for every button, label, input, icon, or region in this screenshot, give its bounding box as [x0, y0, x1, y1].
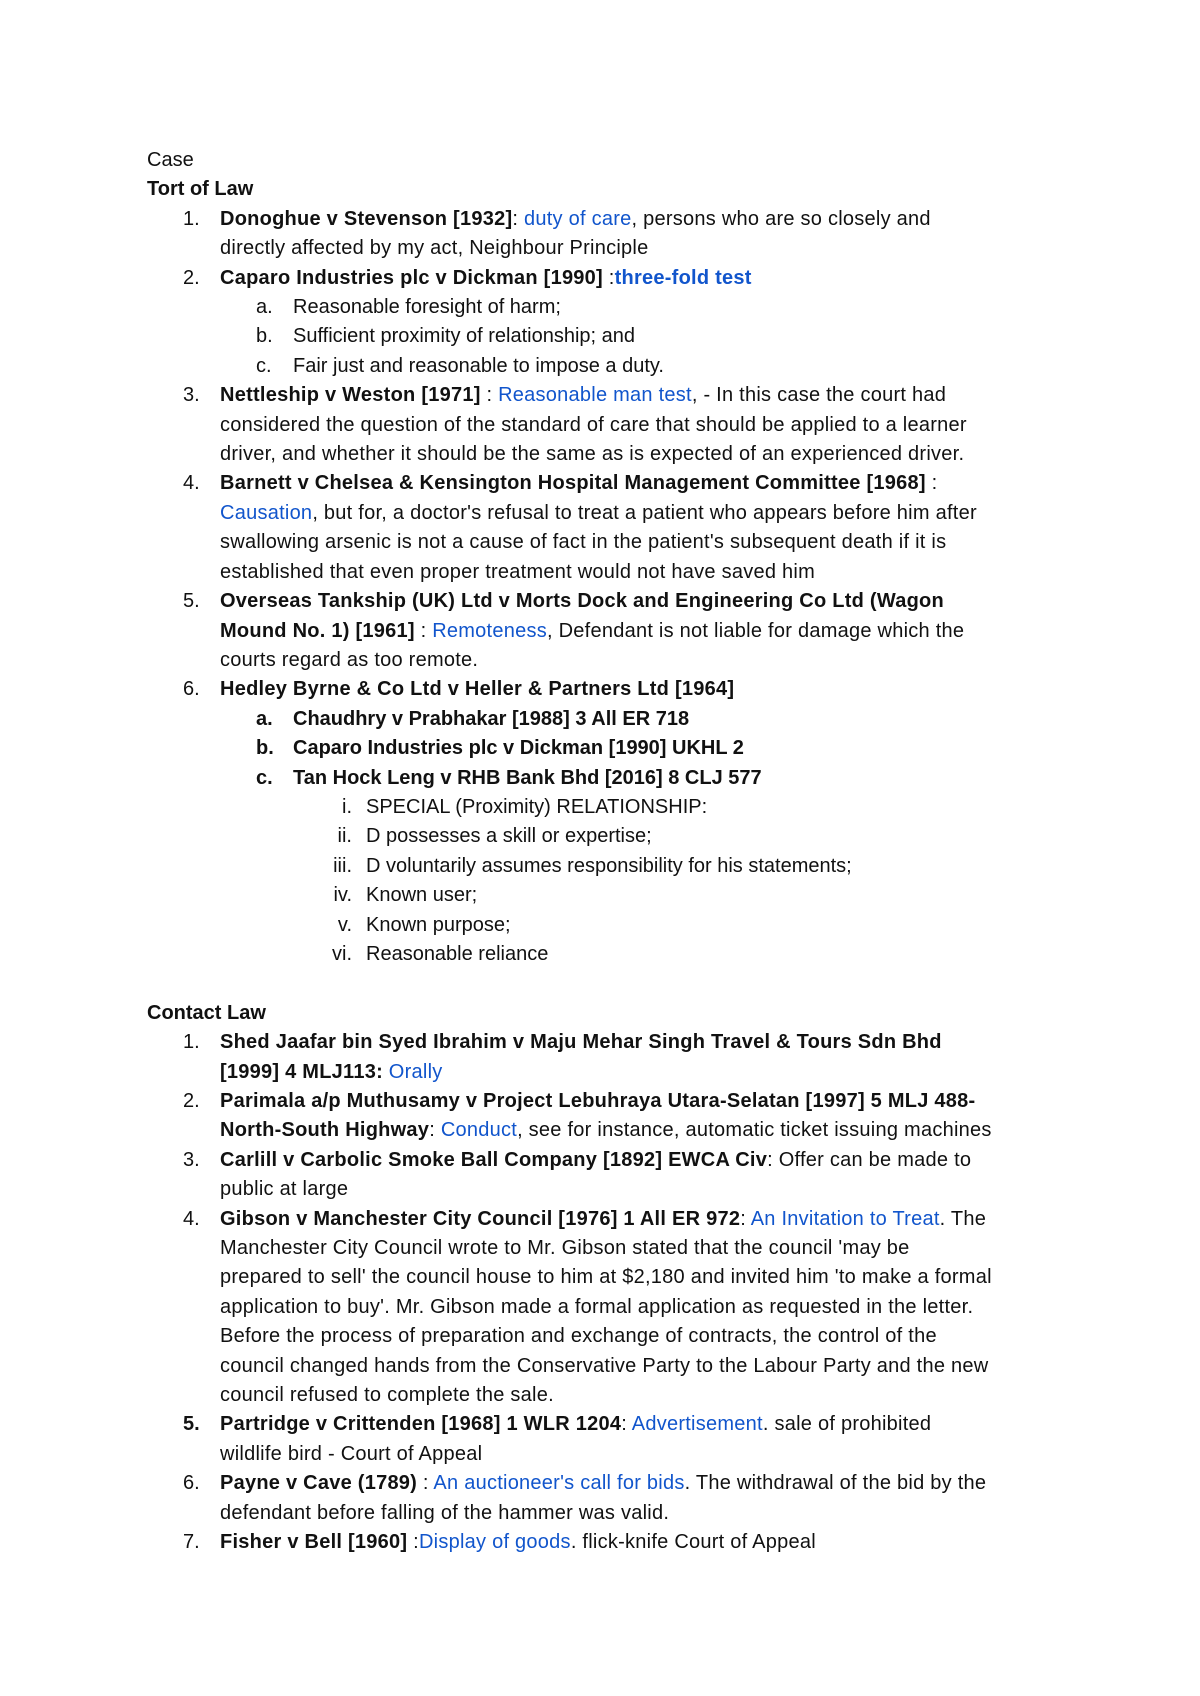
- roman-list-text: Reasonable reliance: [366, 942, 549, 965]
- sub-list-text: Reasonable foresight of harm;: [293, 296, 561, 319]
- sub-list-text: Fair just and reasonable to impose a duty.: [293, 354, 664, 377]
- roman-list-text: Known purpose;: [366, 913, 511, 936]
- sub-list-marker: c.: [256, 766, 273, 789]
- roman-list-text: Known user;: [366, 884, 478, 907]
- roman-list-item: [147, 822, 1067, 851]
- list-number: 4.: [183, 1207, 200, 1230]
- document-header: Case: [147, 149, 194, 171]
- list-item: [147, 205, 1067, 264]
- text-run: . sale of prohibited: [762, 1413, 932, 1436]
- text-run: council changed hands from the Conservative Party to the Labour Party and the new: [220, 1354, 989, 1377]
- text-run: , - In this case the court had: [691, 384, 947, 407]
- sub-list-item: [147, 705, 1067, 734]
- text-run: Hedley Byrne & Co Ltd v Heller & Partners Ltd [1964]: [220, 678, 735, 701]
- text-run: Before the process of preparation and exchange of contracts, the control of the: [220, 1325, 937, 1348]
- text-line: [220, 1352, 1067, 1381]
- sub-list-marker: b.: [256, 737, 274, 760]
- text-run: defendant before falling of the hammer was valid.: [220, 1501, 670, 1524]
- highlight-term: Causation: [220, 501, 313, 524]
- text-line: [220, 1410, 1067, 1439]
- text-line: [220, 440, 1067, 469]
- text-run: considered the question of the standard of care that should be applied to a learner: [220, 413, 967, 436]
- text-run: directly affected by my act, Neighbour Principle: [220, 237, 649, 260]
- text-line: [220, 381, 1067, 410]
- highlight-term: duty of care: [524, 207, 632, 230]
- list-number: 2.: [183, 266, 200, 289]
- list-number: 6.: [183, 678, 200, 701]
- list-item: [147, 1469, 1067, 1528]
- highlight-term: An auctioneer's call for bids: [433, 1472, 685, 1495]
- text-line: [220, 646, 1067, 675]
- list-number: 5.: [183, 590, 200, 613]
- text-run: :: [512, 207, 524, 230]
- text-run: wildlife bird - Court of Appeal: [220, 1442, 483, 1465]
- roman-list-marker: ii.: [337, 825, 352, 848]
- text-run: :: [925, 472, 938, 495]
- text-line: [220, 264, 1067, 293]
- text-line: [220, 1205, 1067, 1234]
- text-line: [220, 1322, 1067, 1351]
- roman-list-text: D voluntarily assumes responsibility for his statements;: [366, 854, 852, 877]
- list-item: [147, 1410, 1067, 1469]
- text-line: [220, 1116, 1067, 1145]
- text-run: : Offer can be made to: [767, 1148, 972, 1171]
- document-content: [147, 175, 1067, 1557]
- roman-list-item: [147, 852, 1067, 881]
- text-line: [220, 234, 1067, 263]
- roman-list-marker: iii.: [333, 854, 352, 877]
- text-line: [220, 1028, 1067, 1057]
- text-line: [220, 1175, 1067, 1204]
- text-run: North-South Highway: [220, 1119, 430, 1142]
- text-run: Shed Jaafar bin Syed Ibrahim v Maju Mehar Singh Travel & Tours Sdn Bhd: [220, 1031, 942, 1054]
- document-page: [147, 146, 1067, 1557]
- text-line: [220, 1469, 1067, 1498]
- list-item: [147, 1146, 1067, 1205]
- text-line: [220, 1381, 1067, 1410]
- text-run: council refused to complete the sale.: [220, 1384, 554, 1407]
- sub-list-item: [147, 322, 1067, 351]
- sub-list-text: Tan Hock Leng v RHB Bank Bhd [2016] 8 CLJ 577: [293, 766, 762, 789]
- list-item: [147, 1528, 1067, 1557]
- text-run: Fisher v Bell [1960]: [220, 1531, 408, 1554]
- roman-list-item: [147, 793, 1067, 822]
- highlight-term: Display of goods: [418, 1531, 571, 1554]
- list-number: 1.: [183, 1031, 200, 1054]
- text-run: :: [740, 1207, 751, 1230]
- text-run: swallowing arsenic is not a cause of fact in the patient's subsequent death if it is: [220, 531, 947, 554]
- text-line: [220, 1087, 1067, 1116]
- roman-list-text: D possesses a skill or expertise;: [366, 825, 652, 848]
- list-item: [147, 1028, 1067, 1087]
- text-run: Overseas Tankship (UK) Ltd v Morts Dock and Engineering Co Ltd (Wagon: [220, 590, 944, 613]
- text-line: [220, 1146, 1067, 1175]
- highlight-term: Orally: [388, 1060, 443, 1083]
- text-line: [220, 205, 1067, 234]
- sub-list-text: Sufficient proximity of relationship; and: [293, 325, 636, 348]
- text-run: :: [414, 619, 433, 642]
- roman-list-text: SPECIAL (Proximity) RELATIONSHIP:: [366, 795, 708, 818]
- text-run: prepared to sell' the council house to him at $2,180 and invited him 'to make a formal: [220, 1266, 992, 1289]
- text-run: , but for, a doctor's refusal to treat a patient who appears before him after: [312, 501, 977, 524]
- text-run: established that even proper treatment would not have saved him: [220, 560, 815, 583]
- text-run: Mound No. 1) [1961]: [220, 619, 415, 642]
- text-run: . flick-knife Court of Appeal: [570, 1531, 816, 1554]
- text-run: , see for instance, automatic ticket issuing machines: [517, 1119, 992, 1142]
- list-number: 6.: [183, 1472, 200, 1495]
- text-run: public at large: [220, 1178, 349, 1201]
- text-line: [220, 1528, 1067, 1557]
- list-number: 4.: [183, 472, 200, 495]
- text-line: [220, 1234, 1067, 1263]
- list-item: [147, 264, 1067, 293]
- text-run: driver, and whether it should be the same as is expected of an experienced driver.: [220, 443, 965, 466]
- list-item: [147, 587, 1067, 675]
- section-title: Contact Law: [147, 1001, 266, 1024]
- text-run: , persons who are so closely and: [631, 207, 931, 230]
- text-run: [1999] 4 MLJ113:: [220, 1060, 383, 1083]
- text-run: :: [417, 1472, 434, 1495]
- text-run: courts regard as too remote.: [220, 648, 479, 671]
- roman-list-marker: v.: [337, 913, 352, 936]
- text-line: [220, 1293, 1067, 1322]
- list-number: 1.: [183, 207, 200, 230]
- sub-list-marker: c.: [256, 354, 272, 377]
- text-line: [220, 675, 1067, 704]
- text-run: :: [407, 1531, 419, 1554]
- section-gap: [147, 969, 1067, 998]
- sub-list-item: [147, 764, 1067, 793]
- text-run: . The withdrawal of the bid by the: [684, 1472, 987, 1495]
- text-line: [220, 1058, 1067, 1087]
- text-run: Donoghue v Stevenson [1932]: [220, 207, 513, 230]
- text-run: Parimala a/p Muthusamy v Project Lebuhraya Utara-Selatan [1997] 5 MLJ 488-: [220, 1089, 976, 1112]
- text-run: Partridge v Crittenden [1968] 1 WLR 1204: [220, 1413, 622, 1436]
- sub-list-text: Chaudhry v Prabhakar [1988] 3 All ER 718: [293, 707, 690, 730]
- highlight-term: three-fold test: [614, 266, 752, 289]
- list-number: 7.: [183, 1531, 200, 1554]
- list-item: [147, 1205, 1067, 1411]
- text-line: [220, 528, 1067, 557]
- text-line: [220, 499, 1067, 528]
- text-run: Gibson v Manchester City Council [1976] 1 All ER 972: [220, 1207, 741, 1230]
- sub-list-marker: a.: [256, 707, 273, 730]
- roman-list-item: [147, 940, 1067, 969]
- text-run: :: [602, 266, 615, 289]
- highlight-term: Reasonable man test: [498, 384, 692, 407]
- text-line: [220, 1263, 1067, 1292]
- text-run: application to buy'. Mr. Gibson made a formal application as requested in the letter.: [220, 1295, 974, 1318]
- roman-list-item: [147, 881, 1067, 910]
- sub-list-marker: a.: [256, 296, 273, 319]
- text-run: Caparo Industries plc v Dickman [1990]: [220, 266, 603, 289]
- sub-list-text: Caparo Industries plc v Dickman [1990] UKHL 2: [293, 737, 744, 760]
- section-title: Tort of Law: [147, 178, 254, 201]
- text-run: Carlill v Carbolic Smoke Ball Company [1892] EWCA Civ: [220, 1148, 768, 1171]
- text-line: [220, 1499, 1067, 1528]
- text-run: :: [621, 1413, 632, 1436]
- sub-list-item: [147, 734, 1067, 763]
- text-line: [220, 1440, 1067, 1469]
- text-run: :: [480, 384, 499, 407]
- roman-list-marker: iv.: [333, 884, 352, 907]
- highlight-term: An Invitation to Treat: [750, 1207, 940, 1230]
- highlight-term: Conduct: [440, 1119, 518, 1142]
- text-run: Barnett v Chelsea & Kensington Hospital Management Committee [1968]: [220, 472, 926, 495]
- text-run: Payne v Cave (1789): [220, 1472, 418, 1495]
- list-item: [147, 469, 1067, 587]
- list-item: [147, 381, 1067, 469]
- list-item: [147, 675, 1067, 704]
- sub-list-item: [147, 293, 1067, 322]
- text-run: , Defendant is not liable for damage which the: [546, 619, 965, 642]
- highlight-term: Advertisement: [631, 1413, 763, 1436]
- highlight-term: Remoteness: [432, 619, 547, 642]
- text-run: Manchester City Council wrote to Mr. Gibson stated that the council 'may be: [220, 1237, 910, 1260]
- text-line: [220, 558, 1067, 587]
- text-run: . The: [939, 1207, 987, 1230]
- text-line: [220, 469, 1067, 498]
- text-line: [220, 617, 1067, 646]
- list-number: 3.: [183, 384, 200, 407]
- list-number: 3.: [183, 1148, 200, 1171]
- text-run: :: [429, 1119, 441, 1142]
- text-run: Nettleship v Weston [1971]: [220, 384, 481, 407]
- text-line: [220, 411, 1067, 440]
- list-number: 2.: [183, 1089, 200, 1112]
- roman-list-item: [147, 911, 1067, 940]
- roman-list-marker: i.: [342, 795, 352, 818]
- list-number: 5.: [183, 1413, 200, 1436]
- sub-list-item: [147, 352, 1067, 381]
- roman-list-marker: vi.: [332, 942, 352, 965]
- sub-list-marker: b.: [256, 325, 273, 348]
- list-item: [147, 1087, 1067, 1146]
- text-line: [220, 587, 1067, 616]
